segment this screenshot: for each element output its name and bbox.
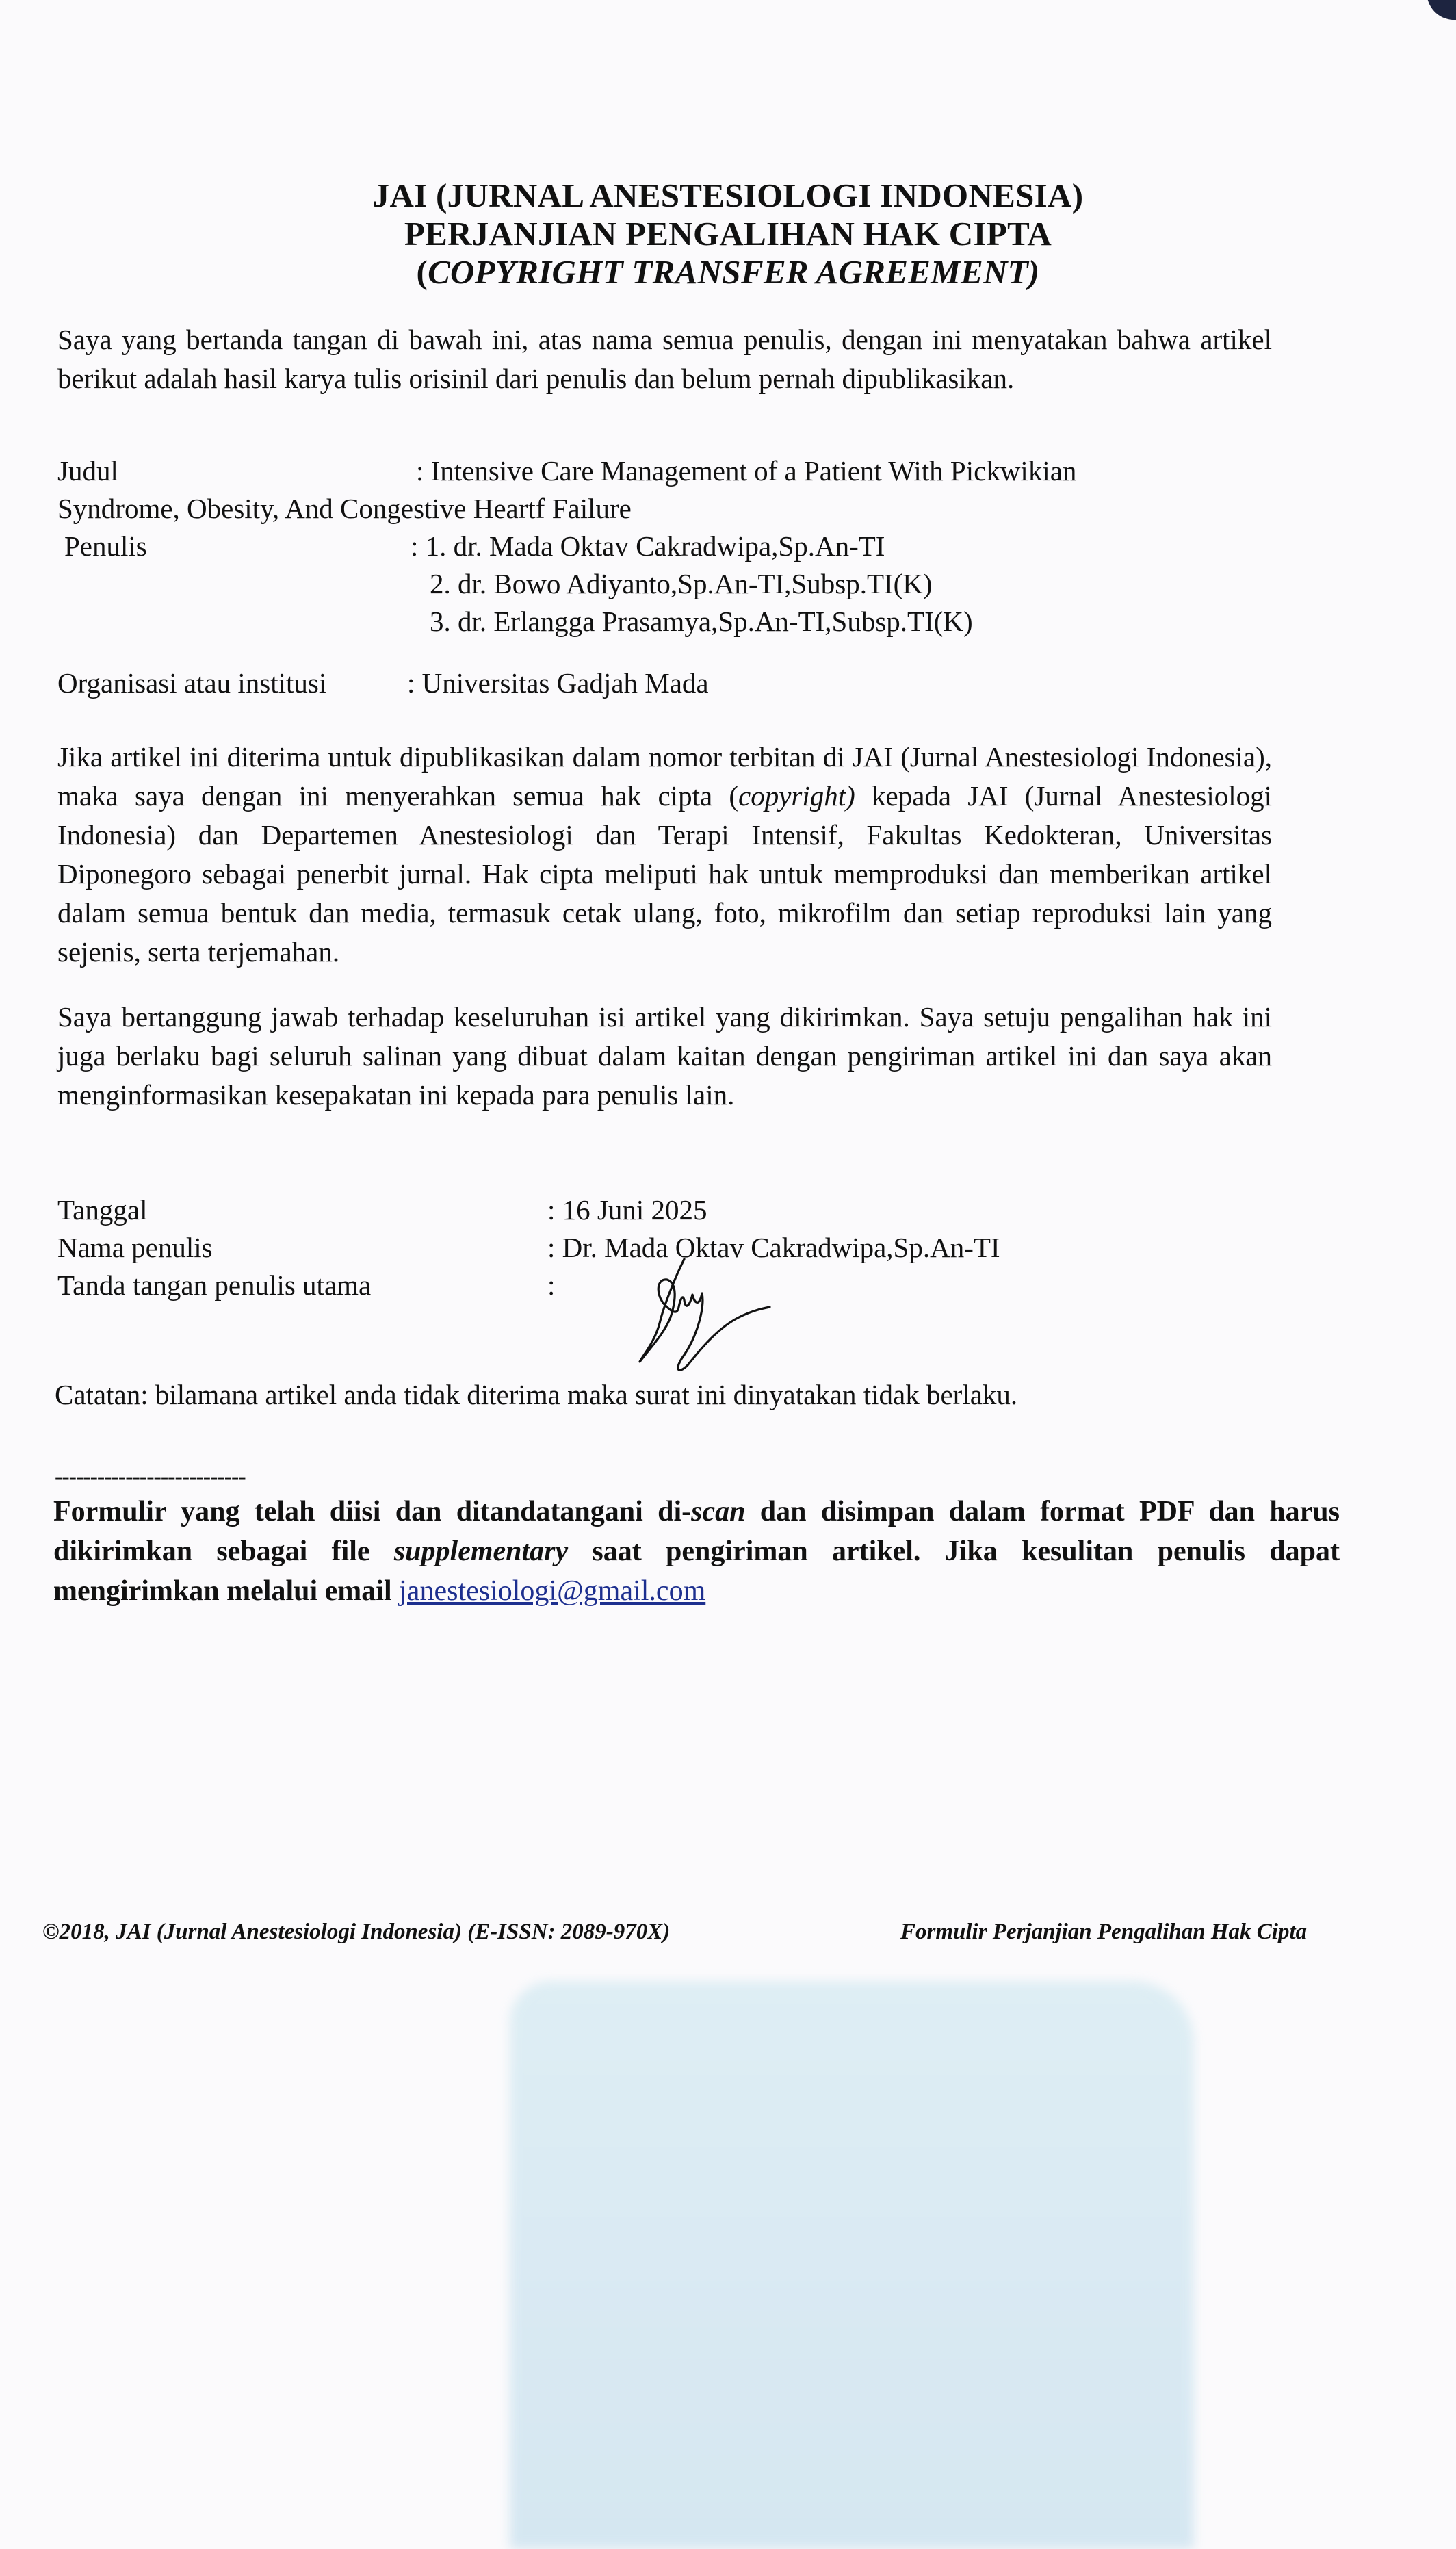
tanggal-value: : 16 Juni 2025 [547, 1194, 707, 1226]
responsibility-paragraph: Saya bertanggung jawab terhadap keseluruhan isi artikel yang dikirimkan. Saya setuju pengalihan hak ini juga berlaku bagi seluruh salinan yang dibuat dalam kaitan dengan pengiriman artikel ini dan saya akan menginformasikan kesepakatan ini kepada para penulis lain. [57, 1001, 1272, 1111]
agreement-subtitle: (COPYRIGHT TRANSFER AGREEMENT) [416, 253, 1040, 291]
author-2: 2. dr. Bowo Adiyanto,Sp.An-TI,Subsp.TI(K) [430, 568, 933, 599]
judul-value-continued: Syndrome, Obesity, And Congestive Heartf Failure [57, 493, 632, 524]
email-link[interactable]: janestesiologi@gmail.com [399, 1575, 706, 1607]
document-header [0, 177, 1456, 292]
nama-penulis-label: Nama penulis [57, 1232, 213, 1263]
catatan-note: Catatan: bilamana artikel anda tidak diterima maka surat ini dinyatakan tidak berlaku. [55, 1379, 1018, 1410]
penulis-label: Penulis [64, 530, 147, 562]
tanggal-label: Tanggal [57, 1194, 148, 1226]
submission-instructions: Formulir yang telah diisi dan ditandatangani di-scan dan disimpan dalam format PDF dan harus dikirimkan sebagai file supplementary saat pengiriman artikel. Jika kesulitan penulis dapat mengirimkan melalui email janestesiologi@gmail.com [53, 1496, 1340, 1607]
intro-paragraph: Saya yang bertanda tangan di bawah ini, atas nama semua penulis, dengan ini menyatakan bahwa artikel berikut adalah hasil karya tulis orisinil dari penulis dan belum pernah dipublikasikan. [57, 324, 1272, 394]
agreement-title: PERJANJIAN PENGALIHAN HAK CIPTA [404, 215, 1052, 253]
journal-title: JAI (JURNAL ANESTESIOLOGI INDONESIA) [372, 177, 1084, 214]
author-1: : 1. dr. Mada Oktav Cakradwipa,Sp.An-TI [411, 530, 885, 562]
organisasi-label: Organisasi atau institusi [57, 667, 327, 699]
judul-label: Judul [57, 455, 118, 487]
scan-blue-stain [510, 1981, 1194, 2549]
separator-line: --------------------------- [55, 1464, 246, 1490]
footer-form-title: Formulir Perjanjian Pengalihan Hak Cipta [900, 1919, 1308, 1944]
copyright-paragraph: Jika artikel ini diterima untuk dipublikasikan dalam nomor terbitan di JAI (Jurnal Anestesiologi Indonesia), maka saya dengan ini menyerahkan semua hak cipta (copyright) kepada JAI (Jurnal Anestesiologi Indonesia) dan Departemen Anestesiologi dan Terapi Intensif, Fakultas Kedokteran, Universitas Diponegoro sebagai penerbit jurnal. Hak cipta meliputi hak untuk memproduksi dan memberikan artikel dalam semua bentuk dan media, termasuk cetak ulang, foto, mikrofilm dan setiap reproduksi lain yang sejenis, serta terjemahan. [57, 741, 1272, 968]
handwritten-signature-icon [636, 1252, 787, 1382]
footer-copyright: ©2018, JAI (Jurnal Anestesiologi Indonesia) (E-ISSN: 2089-970X) [42, 1919, 671, 1944]
author-3: 3. dr. Erlangga Prasamya,Sp.An-TI,Subsp.TI(K) [430, 606, 973, 637]
scan-corner-shadow [1424, 0, 1456, 26]
tanda-tangan-colon: : [547, 1269, 556, 1301]
nama-penulis-value: : Dr. Mada Oktav Cakradwipa,Sp.An-TI [547, 1232, 1000, 1263]
tanda-tangan-label: Tanda tangan penulis utama [57, 1269, 372, 1301]
organisasi-value: : Universitas Gadjah Mada [407, 667, 709, 699]
judul-value: : Intensive Care Management of a Patient With Pickwikian [416, 455, 1077, 487]
